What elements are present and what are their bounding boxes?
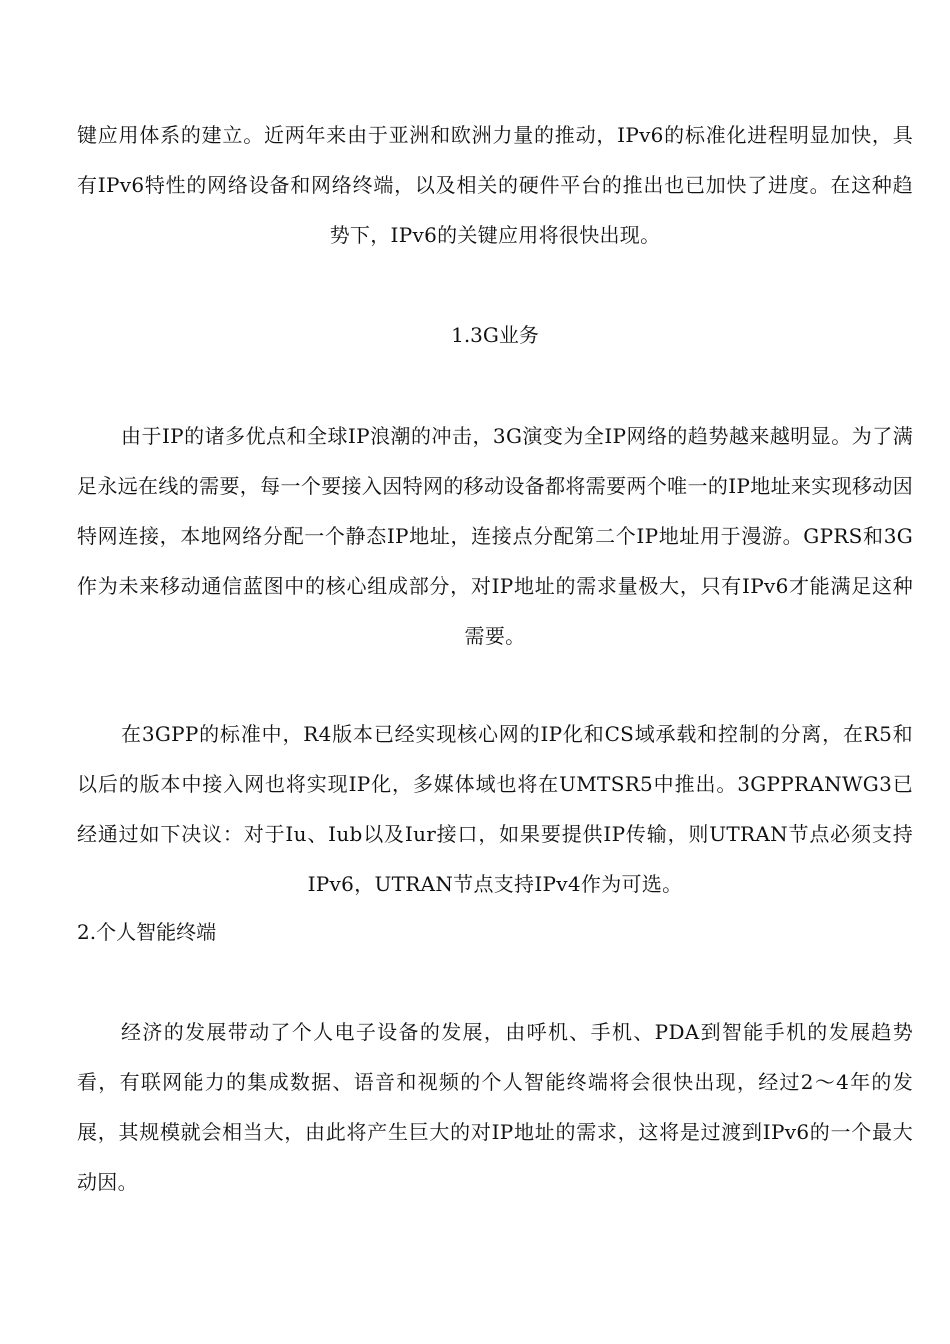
paragraph-3g-all-ip: 由于IP的诸多优点和全球IP浪潮的冲击，3G演变为全IP网络的趋势越来越明显。为了满足永远在线的需要，每一个要接入因特网的移动设备都将需要两个唯一的IP地址来实现移动因特网连接，本地网络分配一个静态IP地址，连接点分配第二个IP地址用于漫游。GPRS和3G作为未来移动通信蓝图中的核心组成部分，对IP地址的需求量极大，只有IPv6才能满足这种需要。 (77, 424, 913, 648)
paragraph-3gpp-standard: 在3GPP的标准中，R4版本已经实现核心网的IP化和CS域承载和控制的分离，在R5和以后的版本中接入网也将实现IP化，多媒体域也将在UMTSR5中推出。3GPPRANWG3已经通过如下决议：对于Iu、Iub以及Iur接口，如果要提供IP传输，则UTRAN节点必须支持IPv6，UTRAN节点支持IPv4作为可选。 (77, 722, 913, 896)
section-heading-3g: 1.3G业务 (451, 323, 539, 347)
paragraph-ipv6-intro: 键应用体系的建立。近两年来由于亚洲和欧洲力量的推动，IPv6的标准化进程明显加快，具有IPv6特性的网络设备和网络终端，以及相关的硬件平台的推出也已加快了进度。在这种趋势下，IPv6的关键应用将很快出现。 (77, 123, 913, 247)
section-heading-personal-terminal: 2.个人智能终端 (77, 920, 217, 944)
paragraph-personal-terminal: 经济的发展带动了个人电子设备的发展，由呼机、手机、PDA到智能手机的发展趋势看，有联网能力的集成数据、语音和视频的个人智能终端将会很快出现，经过2～4年的发展，其规模就会相当大，由此将产生巨大的对IP地址的需求，这将是过渡到IPv6的一个最大动因。 (77, 1020, 913, 1194)
